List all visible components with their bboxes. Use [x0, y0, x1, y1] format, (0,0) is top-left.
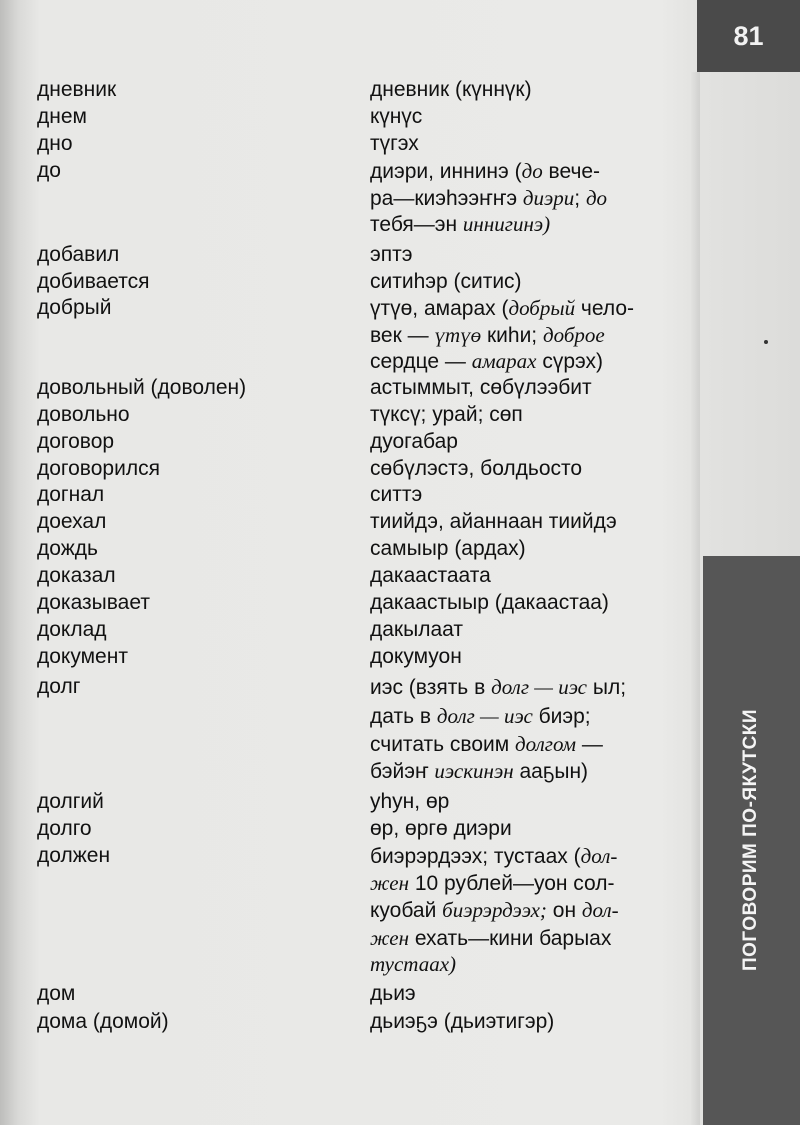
translation [370, 816, 512, 842]
italic-example: до [521, 159, 543, 183]
translation [370, 536, 526, 562]
translation-text: иэс (взять в [370, 676, 492, 699]
translation-text: ; [574, 187, 586, 210]
translation-text: куобай [370, 899, 443, 922]
translation [370, 870, 615, 897]
translation-text: самыыр (ардах) [370, 537, 526, 560]
italic-example: долг — иэс [436, 704, 533, 728]
translation [370, 158, 600, 185]
headword: долгий [37, 790, 104, 813]
translation-text: дьиэҕэ (дьиэтигэр) [370, 1010, 555, 1033]
italic-example: долгом [515, 732, 577, 756]
translation [370, 456, 582, 482]
translation [370, 925, 611, 952]
italic-example: доброе [542, 323, 605, 347]
headword: добрый [37, 296, 112, 319]
italic-example: дол- [581, 898, 619, 922]
translation [370, 590, 609, 616]
headword: дневник [37, 78, 117, 101]
translation-text: ыл; [587, 676, 627, 699]
italic-example: диэри [522, 186, 575, 210]
translation [370, 131, 419, 157]
headword: долго [37, 817, 92, 840]
translation [370, 703, 591, 730]
italic-example: иннигинэ) [462, 212, 551, 236]
translation [370, 1009, 554, 1035]
translation [370, 843, 617, 870]
translation [370, 104, 422, 130]
translation-text: биэр; [532, 705, 591, 728]
translation-text: 10 рублей—уон сол- [409, 872, 615, 895]
italic-example: жен [370, 926, 409, 950]
translation-text: чело- [575, 297, 635, 320]
italic-example: тустаах) [370, 952, 457, 976]
translation-text: эптэ [370, 243, 413, 266]
italic-example: биэрэрдээх; [442, 898, 547, 922]
headword: до [37, 159, 61, 182]
translation-text: дневник (күннүк) [370, 78, 532, 101]
italic-example: иэскинэн [434, 759, 514, 783]
translation [370, 951, 456, 978]
translation-text: тебя—эн [370, 213, 463, 236]
translation-text: бэйэҥ [370, 760, 435, 783]
headword: довольный (доволен) [37, 376, 247, 399]
translation [370, 509, 617, 535]
translation [370, 402, 523, 428]
translation [370, 617, 463, 643]
page-number-tab [697, 0, 800, 72]
translation-text: сердце — [370, 350, 472, 373]
translation-text: ситтэ [370, 483, 423, 506]
headword: должен [37, 844, 111, 867]
translation-text: ааҕын) [513, 760, 589, 783]
translation [370, 375, 592, 401]
translation-text: век — [370, 324, 435, 347]
translation [370, 211, 550, 238]
translation-text: ра—киэһээҥҥэ [370, 187, 523, 210]
print-speck [764, 340, 768, 344]
translation [370, 185, 607, 212]
translation-text: киһи; [481, 324, 543, 347]
translation-text: үтүө, амарах ( [370, 297, 509, 320]
translation-text: тиийдэ, айаннаан тиийдэ [370, 510, 617, 533]
translation [370, 758, 588, 785]
translation [370, 269, 522, 295]
italic-example: жен [370, 871, 409, 895]
translation-text: уһун, өр [370, 790, 450, 813]
translation [370, 981, 416, 1007]
translation-text: сүрэх) [536, 350, 604, 373]
headword: доказал [37, 564, 116, 587]
translation-text: вече- [542, 160, 601, 183]
translation [370, 77, 532, 103]
headword: добавил [37, 243, 120, 266]
translation [370, 348, 603, 375]
translation-text: он [546, 899, 582, 922]
translation [370, 429, 458, 455]
translation [370, 563, 491, 589]
translation-text: күнүс [370, 105, 423, 128]
translation-text: ситиһэр (ситис) [370, 270, 522, 293]
translation [370, 295, 634, 322]
translation-text: дакаастыыр (дакаастаа) [370, 591, 609, 614]
headword: долг [37, 675, 81, 698]
translation-text: дакаастаата [370, 564, 491, 587]
translation-text: дать в [370, 705, 437, 728]
translation-text: астыммыт, сөбүлээбит [370, 376, 592, 399]
translation-text: түксү; урай; сөп [370, 403, 523, 426]
translation-text: докумуон [370, 645, 462, 668]
translation [370, 644, 462, 670]
headword: догнал [37, 483, 105, 506]
headword: добивается [37, 270, 150, 293]
translation-text: өр, өргө диэри [370, 817, 512, 840]
translation-text: сөбүлэстэ, болдьосто [370, 457, 583, 480]
translation-text: считать своим [370, 733, 516, 756]
translation-text: дакылаат [370, 618, 463, 641]
headword: договорился [37, 457, 160, 480]
page-number: 81 [733, 20, 764, 51]
translation-text: диэри, иннинэ ( [370, 160, 522, 183]
translation-text: ехать—кини барыах [409, 927, 612, 950]
translation-text: — [576, 733, 603, 756]
translation [370, 789, 449, 815]
italic-example: добрый [508, 296, 576, 320]
headword: днем [37, 105, 87, 128]
headword: дно [37, 132, 73, 155]
headword: доехал [37, 510, 107, 533]
headword: дома (домой) [37, 1010, 169, 1033]
translation-text: дуогабар [370, 430, 458, 453]
translation [370, 482, 422, 508]
italic-example: үтүө [434, 323, 482, 347]
italic-example: долг — иэс [491, 675, 588, 699]
headword: довольно [37, 403, 130, 426]
translation-text: түгэх [370, 132, 419, 155]
page-edge-shadow [690, 72, 700, 1125]
translation [370, 242, 412, 268]
headword: дождь [37, 537, 98, 560]
translation-text: дьиэ [370, 982, 416, 1005]
translation [370, 322, 605, 349]
italic-example: дол- [580, 844, 618, 868]
translation [370, 674, 626, 701]
translation-text: биэрэрдээх; тустаах ( [370, 845, 581, 868]
headword: доклад [37, 618, 107, 641]
headword: дом [37, 982, 76, 1005]
headword: доказывает [37, 591, 150, 614]
section-title: ПОГОВОРИМ ПО-ЯКУТСКИ [740, 708, 761, 972]
italic-example: амарах [471, 349, 537, 373]
headword: договор [37, 430, 115, 453]
translation [370, 897, 619, 924]
translation [370, 731, 603, 758]
italic-example: до [585, 186, 608, 210]
headword: документ [37, 645, 128, 668]
